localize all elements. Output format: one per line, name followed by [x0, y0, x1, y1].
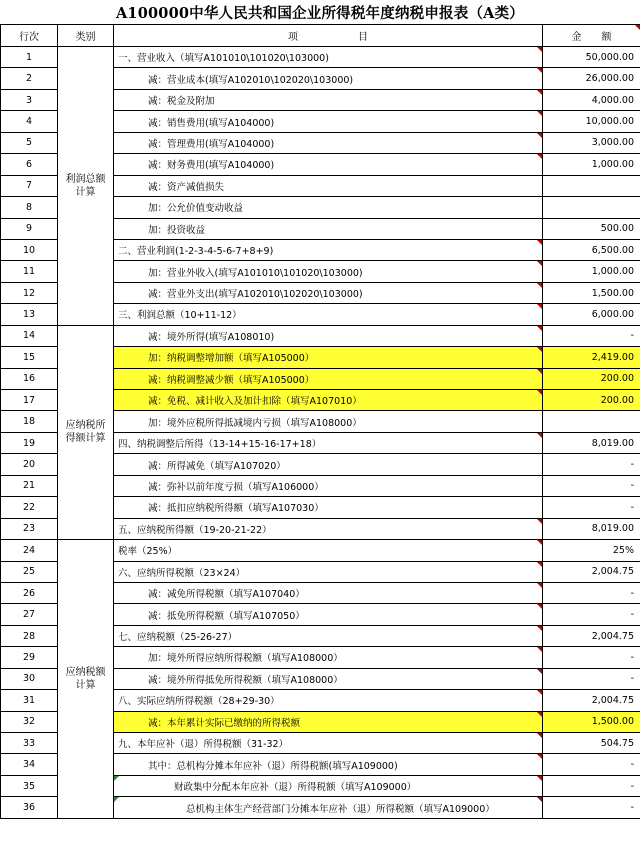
comment-marker-icon[interactable]	[537, 304, 542, 309]
amount-cell[interactable]: -	[543, 647, 640, 668]
amount-cell[interactable]: 2,004.75	[543, 625, 640, 646]
amount-cell[interactable]: -	[543, 325, 640, 346]
item-label: 减：营业成本(填写A102010\102020\103000)	[148, 74, 354, 86]
line-number[interactable]: 29	[1, 647, 58, 668]
comment-marker-icon[interactable]	[537, 519, 542, 524]
amount-cell[interactable]: 26,000.00	[543, 68, 640, 89]
amount-cell[interactable]: 25%	[543, 540, 640, 561]
item-cell[interactable]	[114, 304, 543, 325]
comment-marker-icon[interactable]	[635, 25, 640, 30]
line-number[interactable]: 31	[1, 690, 58, 711]
item-cell[interactable]	[114, 475, 543, 496]
line-number[interactable]: 26	[1, 582, 58, 603]
header-row	[1, 25, 640, 47]
amount-cell[interactable]: 1,500.00	[543, 282, 640, 303]
item-cell[interactable]	[114, 368, 543, 389]
amount-cell[interactable]: 504.75	[543, 733, 640, 754]
comment-marker-icon[interactable]	[537, 261, 542, 266]
comment-marker-icon[interactable]	[537, 154, 542, 159]
amount-cell[interactable]: -	[543, 454, 640, 475]
item-cell[interactable]	[114, 668, 543, 689]
comment-marker-icon[interactable]	[537, 240, 542, 245]
line-number[interactable]: 9	[1, 218, 58, 239]
line-number[interactable]: 18	[1, 411, 58, 432]
comment-marker-icon[interactable]	[537, 583, 542, 588]
line-number[interactable]: 5	[1, 132, 58, 153]
amount-cell[interactable]: 2,419.00	[543, 347, 640, 368]
table-row	[1, 47, 640, 68]
error-indicator-icon[interactable]	[114, 797, 119, 802]
item-cell[interactable]	[114, 497, 543, 518]
item-label: 三、利润总额（10+11-12）	[118, 310, 242, 322]
line-number[interactable]: 14	[1, 325, 58, 346]
line-number[interactable]: 23	[1, 518, 58, 539]
item-label: 加：公允价值变动收益	[148, 203, 244, 215]
item-cell[interactable]	[114, 647, 543, 668]
table-row	[1, 325, 640, 346]
amount-cell[interactable]: 4,000.00	[543, 89, 640, 110]
comment-marker-icon[interactable]	[537, 754, 542, 759]
item-label: 加：投资收益	[148, 224, 206, 236]
item-cell[interactable]	[114, 89, 543, 110]
item-label: 七、应纳税额（25-26-27）	[118, 632, 238, 644]
amount-cell[interactable]: 8,019.00	[543, 432, 640, 453]
amount-cell[interactable]: -	[543, 668, 640, 689]
item-label: 减：抵扣应纳税所得额（填写A107030）	[148, 503, 324, 515]
amount-cell[interactable]: 1,500.00	[543, 711, 640, 732]
item-cell[interactable]	[114, 325, 543, 346]
item-label: 总机构主体生产经营部门分摊本年应补（退）所得税额（填写A109000）	[186, 803, 495, 815]
item-cell[interactable]	[114, 690, 543, 711]
comment-marker-icon[interactable]	[537, 604, 542, 609]
line-number[interactable]: 17	[1, 390, 58, 411]
amount-cell[interactable]: 50,000.00	[543, 47, 640, 68]
category-cell[interactable]: 利润总额计算	[58, 47, 114, 326]
comment-marker-icon[interactable]	[537, 540, 542, 545]
amount-cell[interactable]: 200.00	[543, 390, 640, 411]
comment-marker-icon[interactable]	[537, 669, 542, 674]
comment-marker-icon[interactable]	[537, 68, 542, 73]
item-cell[interactable]	[114, 68, 543, 89]
item-cell[interactable]	[114, 282, 543, 303]
item-label: 六、应纳所得税额（23×24）	[118, 567, 246, 579]
comment-marker-icon[interactable]	[537, 562, 542, 567]
item-label: 税率（25%）	[118, 546, 178, 558]
item-cell[interactable]	[114, 261, 543, 282]
item-cell[interactable]	[114, 711, 543, 732]
amount-cell[interactable]: 200.00	[543, 368, 640, 389]
item-label: 其中：总机构分摊本年应补（退）所得税额(填写A109000)	[148, 760, 398, 772]
line-number[interactable]: 24	[1, 540, 58, 561]
item-cell[interactable]	[114, 582, 543, 603]
line-number[interactable]: 11	[1, 261, 58, 282]
item-label: 减：境外所得(填写A108010)	[148, 331, 275, 343]
item-cell[interactable]	[114, 411, 543, 432]
item-cell[interactable]	[114, 733, 543, 754]
item-label: 四、纳税调整后所得（13-14+15-16-17+18）	[118, 439, 322, 451]
amount-cell[interactable]: 10,000.00	[543, 111, 640, 132]
amount-cell[interactable]	[543, 197, 640, 218]
line-number[interactable]: 8	[1, 197, 58, 218]
item-label: 八、实际应纳所得税额（28+29-30）	[118, 696, 280, 708]
line-number[interactable]: 13	[1, 304, 58, 325]
item-label: 减：销售费用(填写A104000)	[148, 117, 275, 129]
item-cell[interactable]	[114, 797, 543, 818]
item-cell[interactable]	[114, 540, 543, 561]
header-amount-label: 金 额	[571, 32, 612, 43]
comment-marker-icon[interactable]	[537, 776, 542, 781]
item-label: 五、应纳税所得额（19-20-21-22）	[118, 524, 272, 536]
header-amount	[543, 25, 640, 47]
item-label: 减：财务费用(填写A104000)	[148, 160, 275, 172]
table-row	[1, 540, 640, 561]
comment-marker-icon[interactable]	[537, 47, 542, 52]
item-label: 减：管理费用(填写A104000)	[148, 138, 275, 150]
amount-cell[interactable]: -	[543, 497, 640, 518]
header-category: 类别	[58, 25, 114, 47]
item-cell[interactable]	[114, 604, 543, 625]
item-cell[interactable]	[114, 47, 543, 68]
amount-cell[interactable]: 2,004.75	[543, 561, 640, 582]
item-label: 减：抵免所得税额（填写A107050）	[148, 610, 305, 622]
item-label: 财政集中分配本年应补（退）所得税额（填写A109000）	[174, 782, 417, 794]
tax-table	[0, 24, 640, 819]
amount-cell[interactable]: 2,004.75	[543, 690, 640, 711]
comment-marker-icon[interactable]	[537, 369, 542, 374]
comment-marker-icon[interactable]	[537, 690, 542, 695]
comment-marker-icon[interactable]	[537, 133, 542, 138]
amount-cell[interactable]	[543, 411, 640, 432]
line-number[interactable]: 12	[1, 282, 58, 303]
comment-marker-icon[interactable]	[537, 390, 542, 395]
item-cell[interactable]	[114, 518, 543, 539]
line-number[interactable]: 32	[1, 711, 58, 732]
item-cell[interactable]	[114, 754, 543, 775]
line-number[interactable]: 33	[1, 733, 58, 754]
amount-cell[interactable]: 6,000.00	[543, 304, 640, 325]
amount-cell[interactable]: 1,000.00	[543, 261, 640, 282]
item-cell[interactable]	[114, 625, 543, 646]
line-number[interactable]: 15	[1, 347, 58, 368]
item-cell[interactable]	[114, 218, 543, 239]
item-cell[interactable]	[114, 561, 543, 582]
form-title: A100000中华人民共和国企业所得税年度纳税申报表（A类）	[115, 4, 525, 22]
comment-marker-icon[interactable]	[537, 647, 542, 652]
amount-cell[interactable]: 8,019.00	[543, 518, 640, 539]
header-item: 项 目	[114, 25, 543, 47]
item-label: 一、营业收入（填写A101010\101020\103000)	[118, 53, 329, 65]
line-number[interactable]: 10	[1, 239, 58, 260]
comment-marker-icon[interactable]	[537, 347, 542, 352]
line-number[interactable]: 7	[1, 175, 58, 196]
header-line: 行次	[1, 25, 58, 47]
comment-marker-icon[interactable]	[537, 733, 542, 738]
item-label: 减：减免所得税额（填写A107040）	[148, 589, 305, 601]
item-label: 加：境外所得应纳所得税额（填写A108000）	[148, 653, 343, 665]
item-cell[interactable]	[114, 175, 543, 196]
comment-marker-icon[interactable]	[537, 797, 542, 802]
item-label: 二、营业利润(1-2-3-4-5-6-7+8+9)	[118, 246, 274, 258]
item-label: 减：所得减免（填写A107020）	[148, 460, 286, 472]
item-cell[interactable]	[114, 239, 543, 260]
item-label: 减：纳税调整减少额（填写A105000）	[148, 374, 315, 386]
line-number[interactable]: 4	[1, 111, 58, 132]
item-cell[interactable]	[114, 390, 543, 411]
comment-marker-icon[interactable]	[537, 90, 542, 95]
item-label: 加：营业外收入(填写A101010\101020\103000)	[148, 267, 363, 279]
line-number[interactable]: 3	[1, 89, 58, 110]
item-cell[interactable]	[114, 197, 543, 218]
line-number[interactable]: 27	[1, 604, 58, 625]
line-number[interactable]: 19	[1, 432, 58, 453]
item-label: 减：弥补以前年度亏损（填写A106000）	[148, 481, 324, 493]
line-number[interactable]: 28	[1, 625, 58, 646]
amount-cell[interactable]: 3,000.00	[543, 132, 640, 153]
line-number[interactable]: 16	[1, 368, 58, 389]
item-cell[interactable]	[114, 132, 543, 153]
item-cell[interactable]	[114, 775, 543, 796]
comment-marker-icon[interactable]	[537, 433, 542, 438]
comment-marker-icon[interactable]	[537, 626, 542, 631]
item-cell[interactable]	[114, 432, 543, 453]
comment-marker-icon[interactable]	[537, 283, 542, 288]
line-number[interactable]: 36	[1, 797, 58, 818]
line-number[interactable]: 1	[1, 47, 58, 68]
amount-cell[interactable]: -	[543, 475, 640, 496]
item-label: 减：税金及附加	[148, 96, 215, 108]
amount-cell[interactable]: 6,500.00	[543, 239, 640, 260]
comment-marker-icon[interactable]	[537, 111, 542, 116]
comment-marker-icon[interactable]	[537, 326, 542, 331]
line-number[interactable]: 22	[1, 497, 58, 518]
item-label: 减：营业外支出(填写A102010\102020\103000)	[148, 289, 363, 301]
amount-cell[interactable]: 1,000.00	[543, 154, 640, 175]
amount-cell[interactable]: -	[543, 582, 640, 603]
line-number[interactable]: 2	[1, 68, 58, 89]
amount-cell[interactable]: -	[543, 604, 640, 625]
error-indicator-icon[interactable]	[114, 776, 119, 781]
item-cell[interactable]	[114, 154, 543, 175]
line-number[interactable]: 30	[1, 668, 58, 689]
category-cell[interactable]: 应纳税额计算	[58, 540, 114, 819]
item-cell[interactable]	[114, 454, 543, 475]
amount-cell[interactable]: -	[543, 775, 640, 796]
amount-cell[interactable]: 500.00	[543, 218, 640, 239]
line-number[interactable]: 21	[1, 475, 58, 496]
item-label: 减：本年累计实际已缴纳的所得税额	[148, 717, 301, 729]
category-cell[interactable]: 应纳税所得额计算	[58, 325, 114, 539]
comment-marker-icon[interactable]	[537, 712, 542, 717]
item-label: 减：免税、减计收入及加计扣除（填写A107010）	[148, 396, 362, 408]
line-number[interactable]: 25	[1, 561, 58, 582]
item-label: 加：纳税调整增加额（填写A105000）	[148, 353, 315, 365]
line-number[interactable]: 20	[1, 454, 58, 475]
amount-cell[interactable]	[543, 175, 640, 196]
line-number[interactable]: 34	[1, 754, 58, 775]
item-label: 减：境外所得抵免所得税额（填写A108000）	[148, 674, 343, 686]
item-label: 减：资产减值损失	[148, 181, 225, 193]
amount-cell[interactable]: -	[543, 754, 640, 775]
item-label: 加：境外应税所得抵减境内亏损（填写A108000）	[148, 417, 362, 429]
line-number[interactable]: 6	[1, 154, 58, 175]
line-number[interactable]: 35	[1, 775, 58, 796]
item-cell[interactable]	[114, 347, 543, 368]
item-cell[interactable]	[114, 111, 543, 132]
item-label: 九、本年应补（退）所得税额（31-32）	[118, 739, 289, 751]
amount-cell[interactable]: -	[543, 797, 640, 818]
